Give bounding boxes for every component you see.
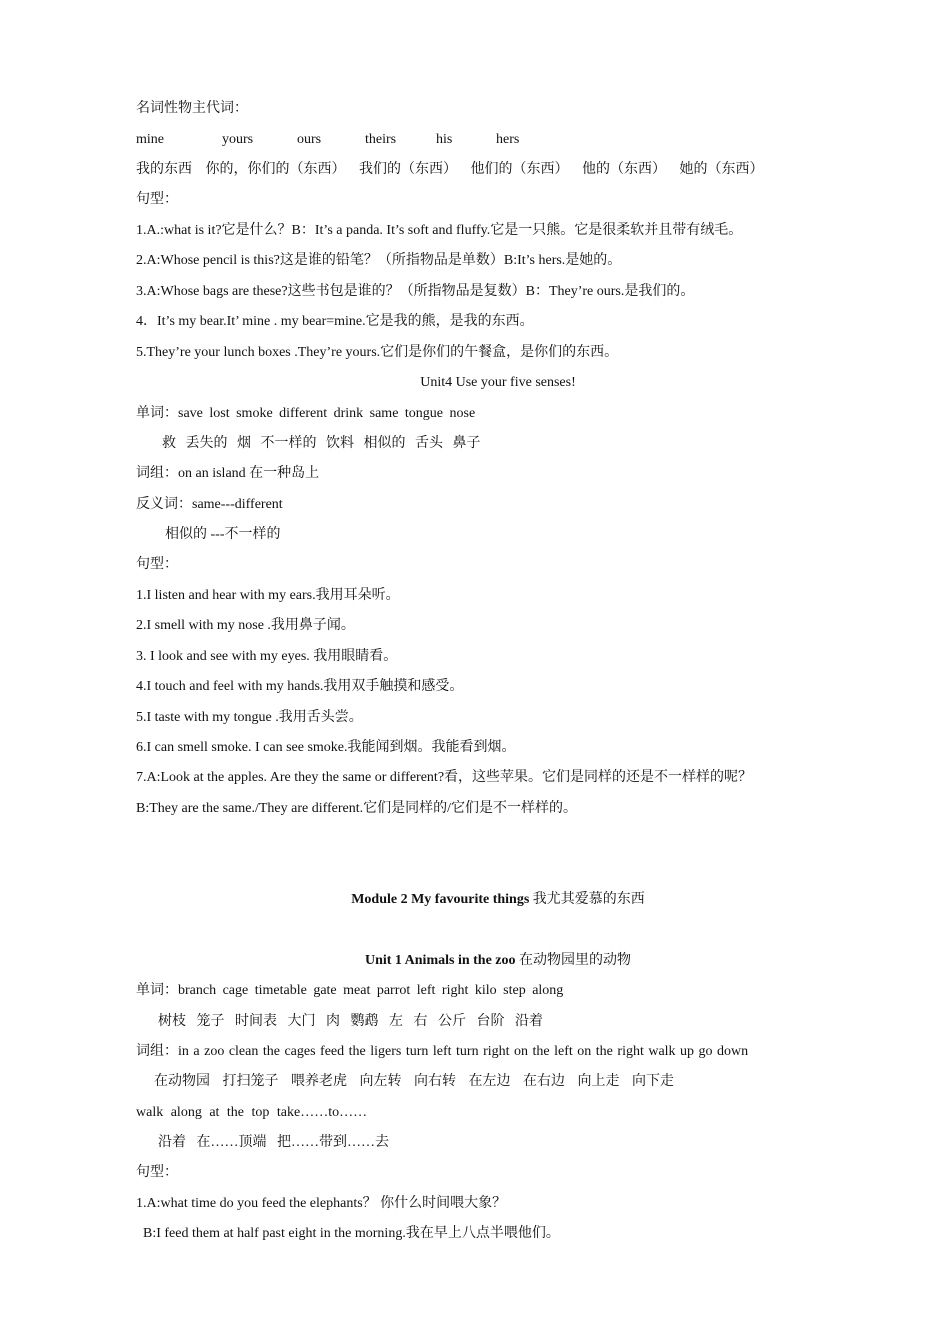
unit1-words-translation: 树枝 笼子 时间表 大门 肉 鹦鹉 左 右 公斤 台阶 沿着 xyxy=(158,1014,543,1029)
pronoun-his: his xyxy=(436,132,453,147)
unit4-sentence-4: 4.I touch and feel with my hands.我用双手触摸和感受。 xyxy=(136,679,464,694)
sentence-5: 5.They’re your lunch boxes .They’re yours.它们是你们的午餐盒，是你们的东西。 xyxy=(136,345,619,360)
unit4-words: 单词：save lost smoke different drink same tongue nose xyxy=(136,406,476,421)
unit4-sentence-1: 1.I listen and hear with my ears.我用耳朵听。 xyxy=(136,588,400,603)
sentence-4: 4．It’s my bear.It’ mine . my bear=mine.它是我的熊，是我的东西。 xyxy=(136,314,534,329)
pronoun-theirs: theirs xyxy=(365,132,397,147)
pronoun-row xyxy=(0,130,950,150)
unit1-sentence-1-question: 1.A:what time do you feed the elephants？ 你什么时间喂大象？ xyxy=(136,1196,507,1211)
unit4-antonym-translation: 相似的 ---不一样的 xyxy=(165,527,281,542)
unit1-words: 单词：branch cage timetable gate meat parrot left right kilo step along xyxy=(136,983,564,998)
module2-title xyxy=(0,890,950,910)
pronoun-ours: ours xyxy=(297,132,322,147)
sentence-1: 1.A.:what is it?它是什么？B：It’s a panda. It’s soft and fluffy.它是一只熊。它是很柔软并且带有绒毛。 xyxy=(136,223,743,238)
module2-title-cn: 我尤其爱慕的东西 xyxy=(529,892,645,907)
unit4-sentence-7: 7.A:Look at the apples. Are they the same or different?看，这些苹果。它们是同样的还是不一样样的呢？ xyxy=(136,770,753,785)
sentence-3: 3.A:Whose bags are these?这些书包是谁的？（所指物品是复数）B：They’re ours.是我们的。 xyxy=(136,284,695,299)
pronoun-yours: yours xyxy=(222,132,254,147)
unit1-sentence-label: 句型： xyxy=(136,1165,178,1180)
unit1-sentence-1-answer: B:I feed them at half past eight in the morning.我在早上八点半喂他们。 xyxy=(143,1226,560,1241)
sentence-label: 句型： xyxy=(136,192,178,207)
pronoun-heading: 名词性物主代词： xyxy=(136,101,248,116)
unit4-sentence-label: 句型： xyxy=(136,557,178,572)
module2-title-en: Module 2 My favourite things xyxy=(351,892,530,907)
unit1-title-cn: 在动物园里的动物 xyxy=(515,953,631,968)
unit4-sentence-7-answer: B:They are the same./They are different.它们是同样的/它们是不一样样的。 xyxy=(136,801,578,816)
unit4-title: Unit4 Use your five senses! xyxy=(420,375,576,390)
unit1-title-en: Unit 1 Animals in the zoo xyxy=(364,953,516,968)
unit4-sentence-3: 3. I look and see with my eyes. 我用眼睛看。 xyxy=(136,649,398,664)
unit4-sentence-6: 6.I can smell smoke. I can see smoke.我能闻到烟。我能看到烟。 xyxy=(136,740,516,755)
unit1-phrases: 词组：in a zoo clean the cages feed the ligers turn left turn right on the left on the right walk up go down xyxy=(136,1044,749,1059)
unit1-phrases-translation: 在动物园 打扫笼子 喂养老虎 向左转 向右转 在左边 在右边 向上走 向下走 xyxy=(154,1074,674,1089)
unit4-phrase: 词组：on an island 在一种岛上 xyxy=(136,466,320,481)
unit4-sentence-2: 2.I smell with my nose .我用鼻子闻。 xyxy=(136,618,355,633)
pronoun-translation: 我的东西 你的，你们的（东西） 我们的（东西） 他们的（东西） 他的（东西） 她的（东西） xyxy=(136,162,764,177)
unit1-title xyxy=(0,951,950,971)
unit1-phrases-2: walk along at the top take……to…… xyxy=(136,1105,368,1120)
unit1-phrases-2-translation: 沿着 在……顶端 把……带到……去 xyxy=(158,1135,389,1150)
sentence-2: 2.A:Whose pencil is this?这是谁的铅笔？（所指物品是单数）B:It’s hers.是她的。 xyxy=(136,253,622,268)
unit4-sentence-5: 5.I taste with my tongue .我用舌头尝。 xyxy=(136,710,363,725)
unit4-antonym: 反义词：same---different xyxy=(136,497,283,512)
pronoun-mine: mine xyxy=(136,132,164,147)
unit4-words-translation: 救 丢失的 烟 不一样的 饮料 相似的 舌头 鼻子 xyxy=(162,436,481,451)
pronoun-hers: hers xyxy=(496,132,520,147)
